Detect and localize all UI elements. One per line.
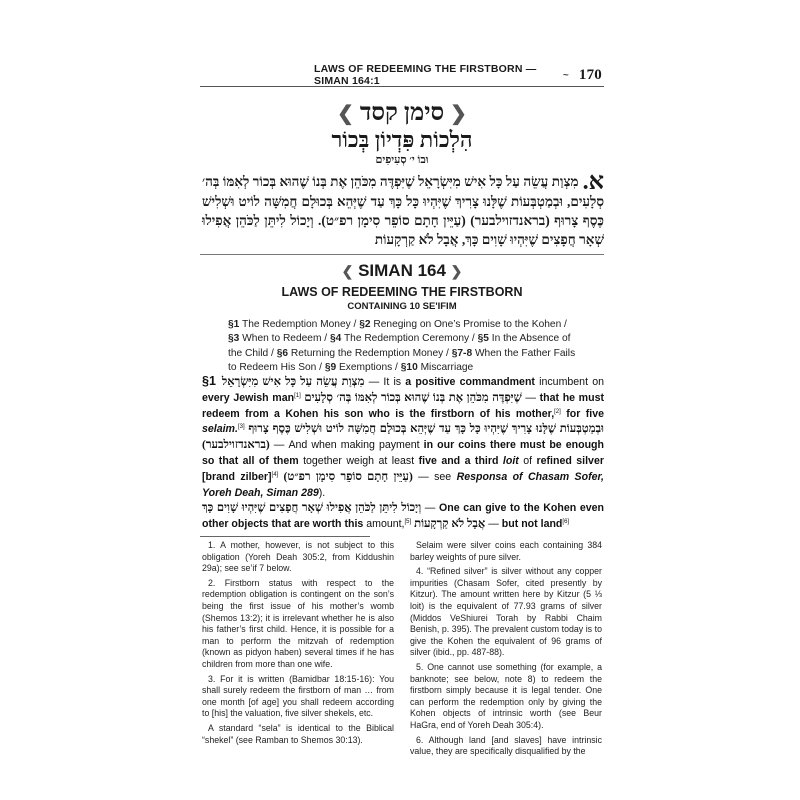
- hebrew-quote: וְיָכוֹל לִיתֵּן לַכֹּהֵן אֲפִילוּ שְׁאָר חֲפָצִים שֶׁיִּהְיוּ שָׁוִים כָּךְ: [202, 502, 422, 515]
- text-run: a positive commandment: [405, 376, 535, 388]
- hebrew-quote: מִצְוַת עֲשֵׂה עַל כָּל אִישׁ מִיִּשְׂרָאֵל: [221, 376, 365, 388]
- footnotes-right-column: [410, 540, 602, 761]
- hebrew-subtitle: וּבוֹ י׳ סְעִיפִים: [375, 154, 429, 166]
- toc-num: §4: [329, 333, 342, 345]
- footnotes-left-column: [202, 540, 394, 749]
- running-head: [314, 63, 602, 87]
- text-run: in our coins there must be enough so that all of them: [202, 439, 604, 467]
- hebrew-siman-text: סימן קסד: [359, 100, 445, 126]
- toc-num: §3: [228, 333, 240, 345]
- bracket-ornament-icon: ❯: [337, 103, 354, 125]
- hebrew-initial: א.: [582, 169, 604, 195]
- text-run: but not land: [501, 518, 563, 531]
- main-text: [202, 374, 604, 533]
- bracket-ornament-icon: ❯: [450, 263, 463, 279]
- toc-num: §5: [477, 333, 489, 345]
- text-run: every Jewish man: [202, 391, 295, 404]
- toc-text: When the Father Fails to Redeem His Son /: [228, 347, 576, 373]
- english-siman-text: SIMAN 164: [358, 261, 446, 280]
- text-run: incumbent on: [534, 376, 604, 388]
- text-run: amount,: [363, 518, 405, 531]
- footnote-ref[interactable]: [3]: [237, 424, 245, 431]
- text-run: ).: [318, 486, 326, 499]
- text-run: five and a third: [418, 454, 499, 467]
- text-run: Responsa of Chasam Sofer, Yoreh Deah, Siman 289: [202, 470, 604, 499]
- text-run: that he must redeem from a Kohen his son who is the firstborn of his mother,: [202, 391, 604, 420]
- section-rule: [200, 254, 604, 255]
- running-title: LAWS OF REDEEMING THE FIRSTBORN — SIMAN 164:1: [314, 63, 537, 87]
- text-run: —: [421, 502, 440, 515]
- text-run: together weigh at least: [298, 454, 419, 467]
- text-run: One can give to the Kohen even other objects that are worth this: [202, 502, 604, 531]
- footnote: A standard “sela” is identical to the Biblical “shekel” (see Ramban to Shemos 30:13).: [202, 722, 394, 745]
- toc-text: The Redemption Money /: [239, 319, 360, 330]
- footnote: 6. Although land [and slaves] have intrinsic value, they are specifically disqualified by the: [410, 734, 602, 757]
- hebrew-paragraph-text: מִצְוַת עֲשֵׂה עַל כָּל אִישׁ מִיִּשְׂרָאֵל שֶׁיִּפְדֶּה מִכֹּהֵן אֶת בְּנוֹ שֶׁהוּא בְּכוֹר לְאִמּוֹ בְּה׳ סְלָעִים, וּבְמַטְבְּעוֹת שֶׁלָּנוּ צָרִיךְ שֶׁיִּהְיוּ כָּל כָּךְ עַד שֶׁיְּהֵא בְּכוּלָם חֲמִשָּׁה לוֹיט וּשְׁלִישׁ כֶּסֶף צָרוּף (בראנדזוילבער) (עַיֵּין חָתָם סוֹפֵר סִימָן רפ״ט). וְיָכוֹל לִיתֵּן לַכֹּהֵן אֲפִילוּ שְׁאָר חֲפָצִים שֶׁיִּהְיוּ שָׁוִים כָּךְ, אֲבָל לֹא קַרְקָעוֹת: [202, 174, 604, 247]
- toc-text: In the Absence of the Child /: [228, 333, 571, 359]
- toc-text: Returning the Redemption Money /: [288, 347, 452, 359]
- footnote-ref[interactable]: [6]: [562, 519, 570, 526]
- toc-text: Exemptions /: [336, 361, 401, 373]
- bracket-ornament-icon: ❮: [450, 103, 467, 125]
- footnote-ref[interactable]: [4]: [271, 471, 279, 478]
- toc-num: §2: [359, 319, 371, 330]
- english-containing: CONTAINING 10 SE'IFIM: [347, 301, 457, 312]
- hebrew-quote: (עַיֵּין חָתָם סוֹפֵר סִימָן רפ״ט): [278, 470, 413, 483]
- text-run: —: [521, 391, 540, 404]
- toc-text: The Redemption Ceremony /: [341, 333, 478, 345]
- hebrew-laws-title: הִלְכוֹת פִּדְיוֹן בְּכוֹר: [331, 127, 473, 152]
- footnote-rule: [200, 536, 370, 537]
- toc-num: §9: [324, 361, 337, 373]
- header-rule: [200, 86, 604, 87]
- hebrew-paragraph: [202, 169, 604, 249]
- footnote: 5. One cannot use something (for example, a banknote; see below, note 8) to redeem the firstborn simply because it is legal tender. One can perform the redemption only by giving the Kohen objects of intrinsic worth (see Beur HaGra, end of Yoreh Deah 305:4).: [410, 661, 602, 730]
- text-run: — And when making payment: [269, 439, 424, 452]
- text-run: loit: [498, 454, 519, 467]
- hebrew-quote: וּבְמַטְבְּעוֹת שֶׁלָּנוּ צָרִיךְ שֶׁיִּהְיוּ כָּל כָּךְ עַד שֶׁיְּהֵא בְּכוּלָם חֲמִשָּׁה לוֹיט וּשְׁלִישׁ כֶּסֶף צָרוּף (בראנדזוילבער): [202, 423, 604, 452]
- text-run: refined silver [brand zilber]: [202, 454, 604, 483]
- ornament-icon: ~: [562, 69, 569, 81]
- footnote: 4. “Refined silver” is silver without any copper impurities (Chasam Sofer, cited presently by Kitzur). The amount written here by Kitzur (5 ⅓ loit) is the equivalent of 77.93 grams of silver (Middos VeShiurei Torah by Rabbi Chaim Benish, p. 395). The prevalent custom today is to give the Kohen the equivalent of 96 grams of silver (ibid., pp. 487-88).: [410, 566, 602, 658]
- footnote-ref[interactable]: [5]: [404, 519, 412, 526]
- footnote: 1. A mother, however, is not subject to this obligation (Yoreh Deah 305:2, from Kiddushin 29a); see se’if 7 below.: [202, 540, 394, 574]
- contents-list: [228, 318, 578, 375]
- footnote: 2. Firstborn status with respect to the redemption obligation is contingent on the son’s being the first issue of his mother’s womb (Shemos 13:2); it is irrelevant whether he is also his father’s first child. Hence, it is possible for a man to perform the mitzvah of redemption (known as pidyon haben) several times if he has children from more than one wife.: [202, 577, 394, 669]
- toc-text: Reneging on One’s Promise to the Kohen /: [370, 319, 567, 330]
- toc-num: §6: [276, 347, 289, 359]
- footnote: 3. For it is written (Bamidbar 18:15-16): You shall surely redeem the firstborn of man … from one month [of age] you shall redeem according to [his] the valuation, five silver shekels, etc.: [202, 673, 394, 719]
- page-number: 170: [578, 66, 602, 83]
- footnote: Selaim were silver coins each containing 384 barley weights of pure silver.: [410, 540, 602, 562]
- text-run: — see: [412, 470, 457, 483]
- footnote-ref[interactable]: [1]: [294, 392, 301, 399]
- toc-num: §7-8: [451, 347, 473, 359]
- footnote-ref[interactable]: [2]: [554, 408, 561, 415]
- text-run: —: [485, 518, 502, 531]
- text-run: for five: [560, 407, 605, 420]
- toc-text: Miscarriage: [417, 361, 474, 373]
- english-siman-title: [200, 261, 604, 281]
- toc-text: When to Redeem /: [239, 333, 330, 345]
- hebrew-quote: אֲבָל לֹא קַרְקָעוֹת: [411, 518, 486, 531]
- text-run: selaim.: [202, 423, 238, 436]
- toc-num: §10: [400, 361, 418, 373]
- hebrew-siman-title: [200, 100, 604, 127]
- section-number: §1: [202, 374, 216, 388]
- hebrew-quote: שֶׁיִּפְדֶּה מִכֹּהֵן אֶת בְּנוֹ שֶׁהוּא בְּכוֹר לְאִמּוֹ בְּה׳ סְלָעִים: [300, 391, 522, 404]
- bracket-ornament-icon: ❮: [341, 263, 354, 279]
- toc-num: §1: [228, 319, 240, 330]
- text-run: of: [518, 454, 537, 467]
- english-laws-title: LAWS OF REDEEMING THE FIRSTBORN: [281, 285, 523, 299]
- text-run: — It is: [364, 376, 406, 388]
